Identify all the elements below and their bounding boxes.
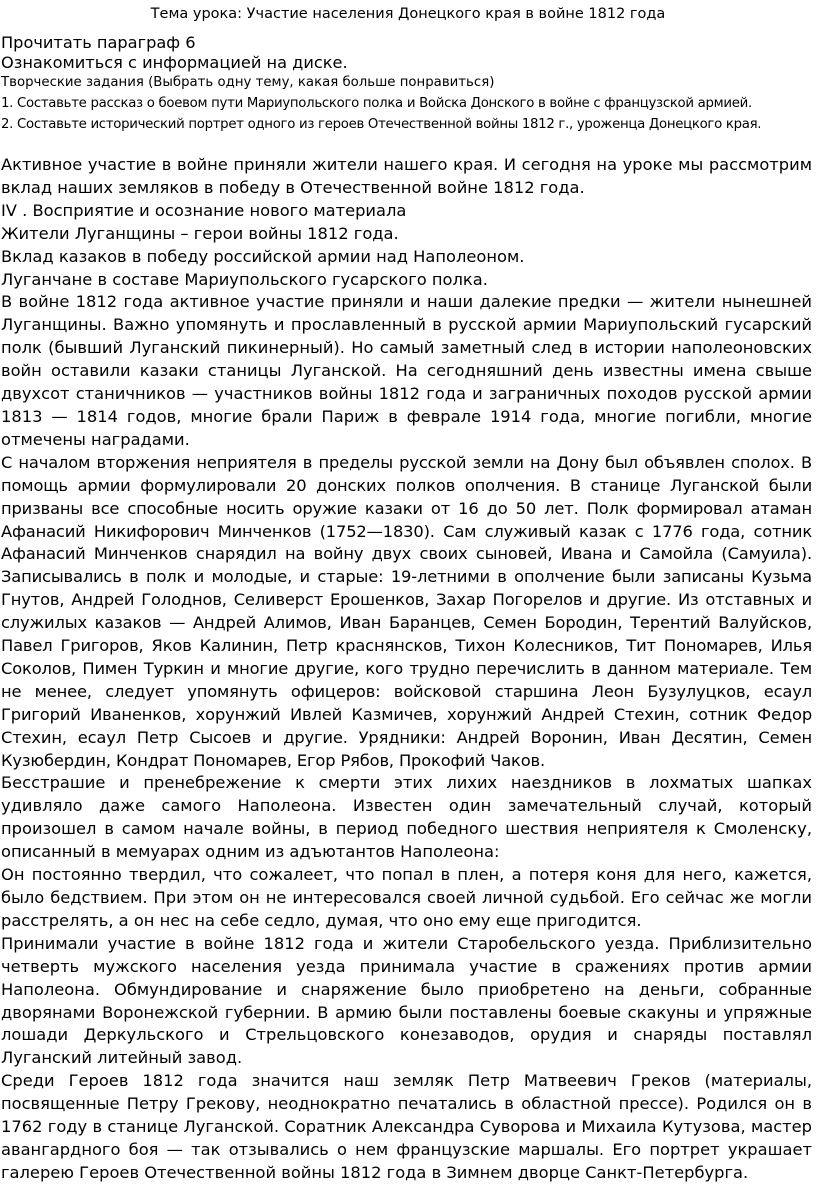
paragraph-cossack-mobilization: С началом вторжения неприятеля в пределы русской земли на Дону был объявлен сполох. В помощь армии формулировали 20 донских полков ополчения. В станице Луганской были призваны все способные носить оружие казаки от 16 до 50 лет. Полк формировал атаман Афанасий Никифорович Минченков (1752—1830). Сам служивый казак с 1776 года, сотник Афанасий Минченков снарядил на войну двух своих сыновей, Ивана и Самойла (Самуила). Записывались в полк и молодые, и старые: 19-летними в ополчение были записаны Кузьма Гнутов, Андрей Голоднов, Селиверст Ерошенков, Захар Погорелов и другие. Из отставных и служилых казаков — Андрей Алимов, Иван Баранцев, Семен Бородин, Терентий Валуйсков, Павел Григоров, Яков Калинин, Петр краснянсков, Тихон Колесников, Тит Пономарев, Илья Соколов, Пимен Туркин и многие другие, кого трудно перечислить в данном материале. Тем не менее, следует упомянуть офицеров: войсковой старшина Леон Бузулуцков, есаул Григорий Иваненков, хорунжий Ивлей Казмичев, хорунжий Андрей Стехин, сотник Федор Стехин, есаул Петр Сысоев и другие. Урядники: Андрей Воронин, Иван Десятин, Семен Кузюбердин, Кондрат Пономарев, Егор Рябов, Прокофий Чаков. — [1, 452, 812, 770]
lesson-body — [1, 154, 812, 1185]
topic-luhansk-heroes: Жители Луганщины – герои войны 1812 года. — [1, 223, 399, 243]
paragraph-captive-cossack: Он постоянно твердил, что сожалеет, что попал в плен, а потеря коня для него, кажется, было бедствием. При этом он не интересовался своей личной судьбой. Его сейчас же могли расстрелять, а он нес на себе седло, думая, что оно ему еще пригодится. — [1, 865, 812, 930]
task-creative-heading: Творческие задания (Выбрать одну тему, какая больше понравиться) — [1, 75, 495, 90]
topic-mariupol-hussars: Луганчане в составе Мариупольского гусарского полка. — [1, 269, 488, 289]
topic-cossacks-contribution: Вклад казаков в победу российской армии над Наполеоном. — [1, 246, 525, 266]
task-creative-2: 2. Составьте исторический портрет одного из героев Отечественной войны 1812 г., уроженца Донецкого края. — [1, 117, 762, 132]
task-disk-info: Ознакомиться с информацией на диске. — [1, 53, 348, 72]
tasks-block — [1, 33, 816, 135]
paragraph-luhansk-ancestors: В войне 1812 года активное участие приняли и наши далекие предки — жители нынешней Луганщины. Важно упомянуть и прославленный в русской армии Мариупольский гусарский полк (бывший Луганский пикинерный). Но самый заметный след в истории наполеоновских войн оставили казаки станицы Луганской. На сегодняшний день известны имена свыше двухсот станичников — участников войны 1812 года и заграничных походов русской армии 1813 — 1814 годов, многие брали Париж в феврале 1914 года, многие погибли, многие отмечены наградами. — [1, 292, 812, 449]
task-read-paragraph: Прочитать параграф 6 — [1, 33, 196, 52]
paragraph-petr-grekov: Среди Героев 1812 года значится наш земляк Петр Матвеевич Греков (материалы, посвященные Петру Грекову, неоднократно печатались в областной прессе). Родился он в 1762 году в станице Луганской. Соратник Александра Суворова и Михаила Кутузова, мастер авангардного боя — так отзывались о нем французские маршалы. Его портрет украшает галерею Героев Отечественной войны 1812 года в Зимнем дворце Санкт-Петербурга. — [1, 1071, 812, 1182]
lesson-title: Тема урока: Участие населения Донецкого края в войне 1812 года — [150, 6, 666, 22]
task-creative-1: 1. Составьте рассказ о боевом пути Мариупольского полка и Войска Донского в войне с французской армией. — [1, 96, 752, 111]
intro-paragraph: Активное участие в войне приняли жители нашего края. И сегодня на уроке мы рассмотрим вклад наших земляков в победу в Отечественной войне 1812 года. — [1, 155, 812, 197]
paragraph-starobelsk-district: Принимали участие в войне 1812 года и жители Старобельского уезда. Приблизительно четверть мужского населения уезда принимала участие в сражениях против армии Наполеона. Обмундирование и снаряжение было приобретено на деньги, собранные дворянами Воронежской губернии. В армию были поставлены боевые скакуны и упряжные лошади Деркульского и Стрельцовского конезаводов, орудия и снаряды поставлял Луганский литейный завод. — [1, 933, 812, 1068]
paragraph-napoleon-surprise: Бесстрашие и пренебрежение к смерти этих лихих наездников в лохматых шапках удивляло даже самого Наполеона. Известен один замечательный случай, который произошел в самом начале войны, в период победного шествия неприятеля к Смоленску, описанный в мемуарах одним из адъютантов Наполеона: — [1, 773, 812, 862]
section-heading-iv: IV . Восприятие и осознание нового материала — [1, 200, 407, 220]
